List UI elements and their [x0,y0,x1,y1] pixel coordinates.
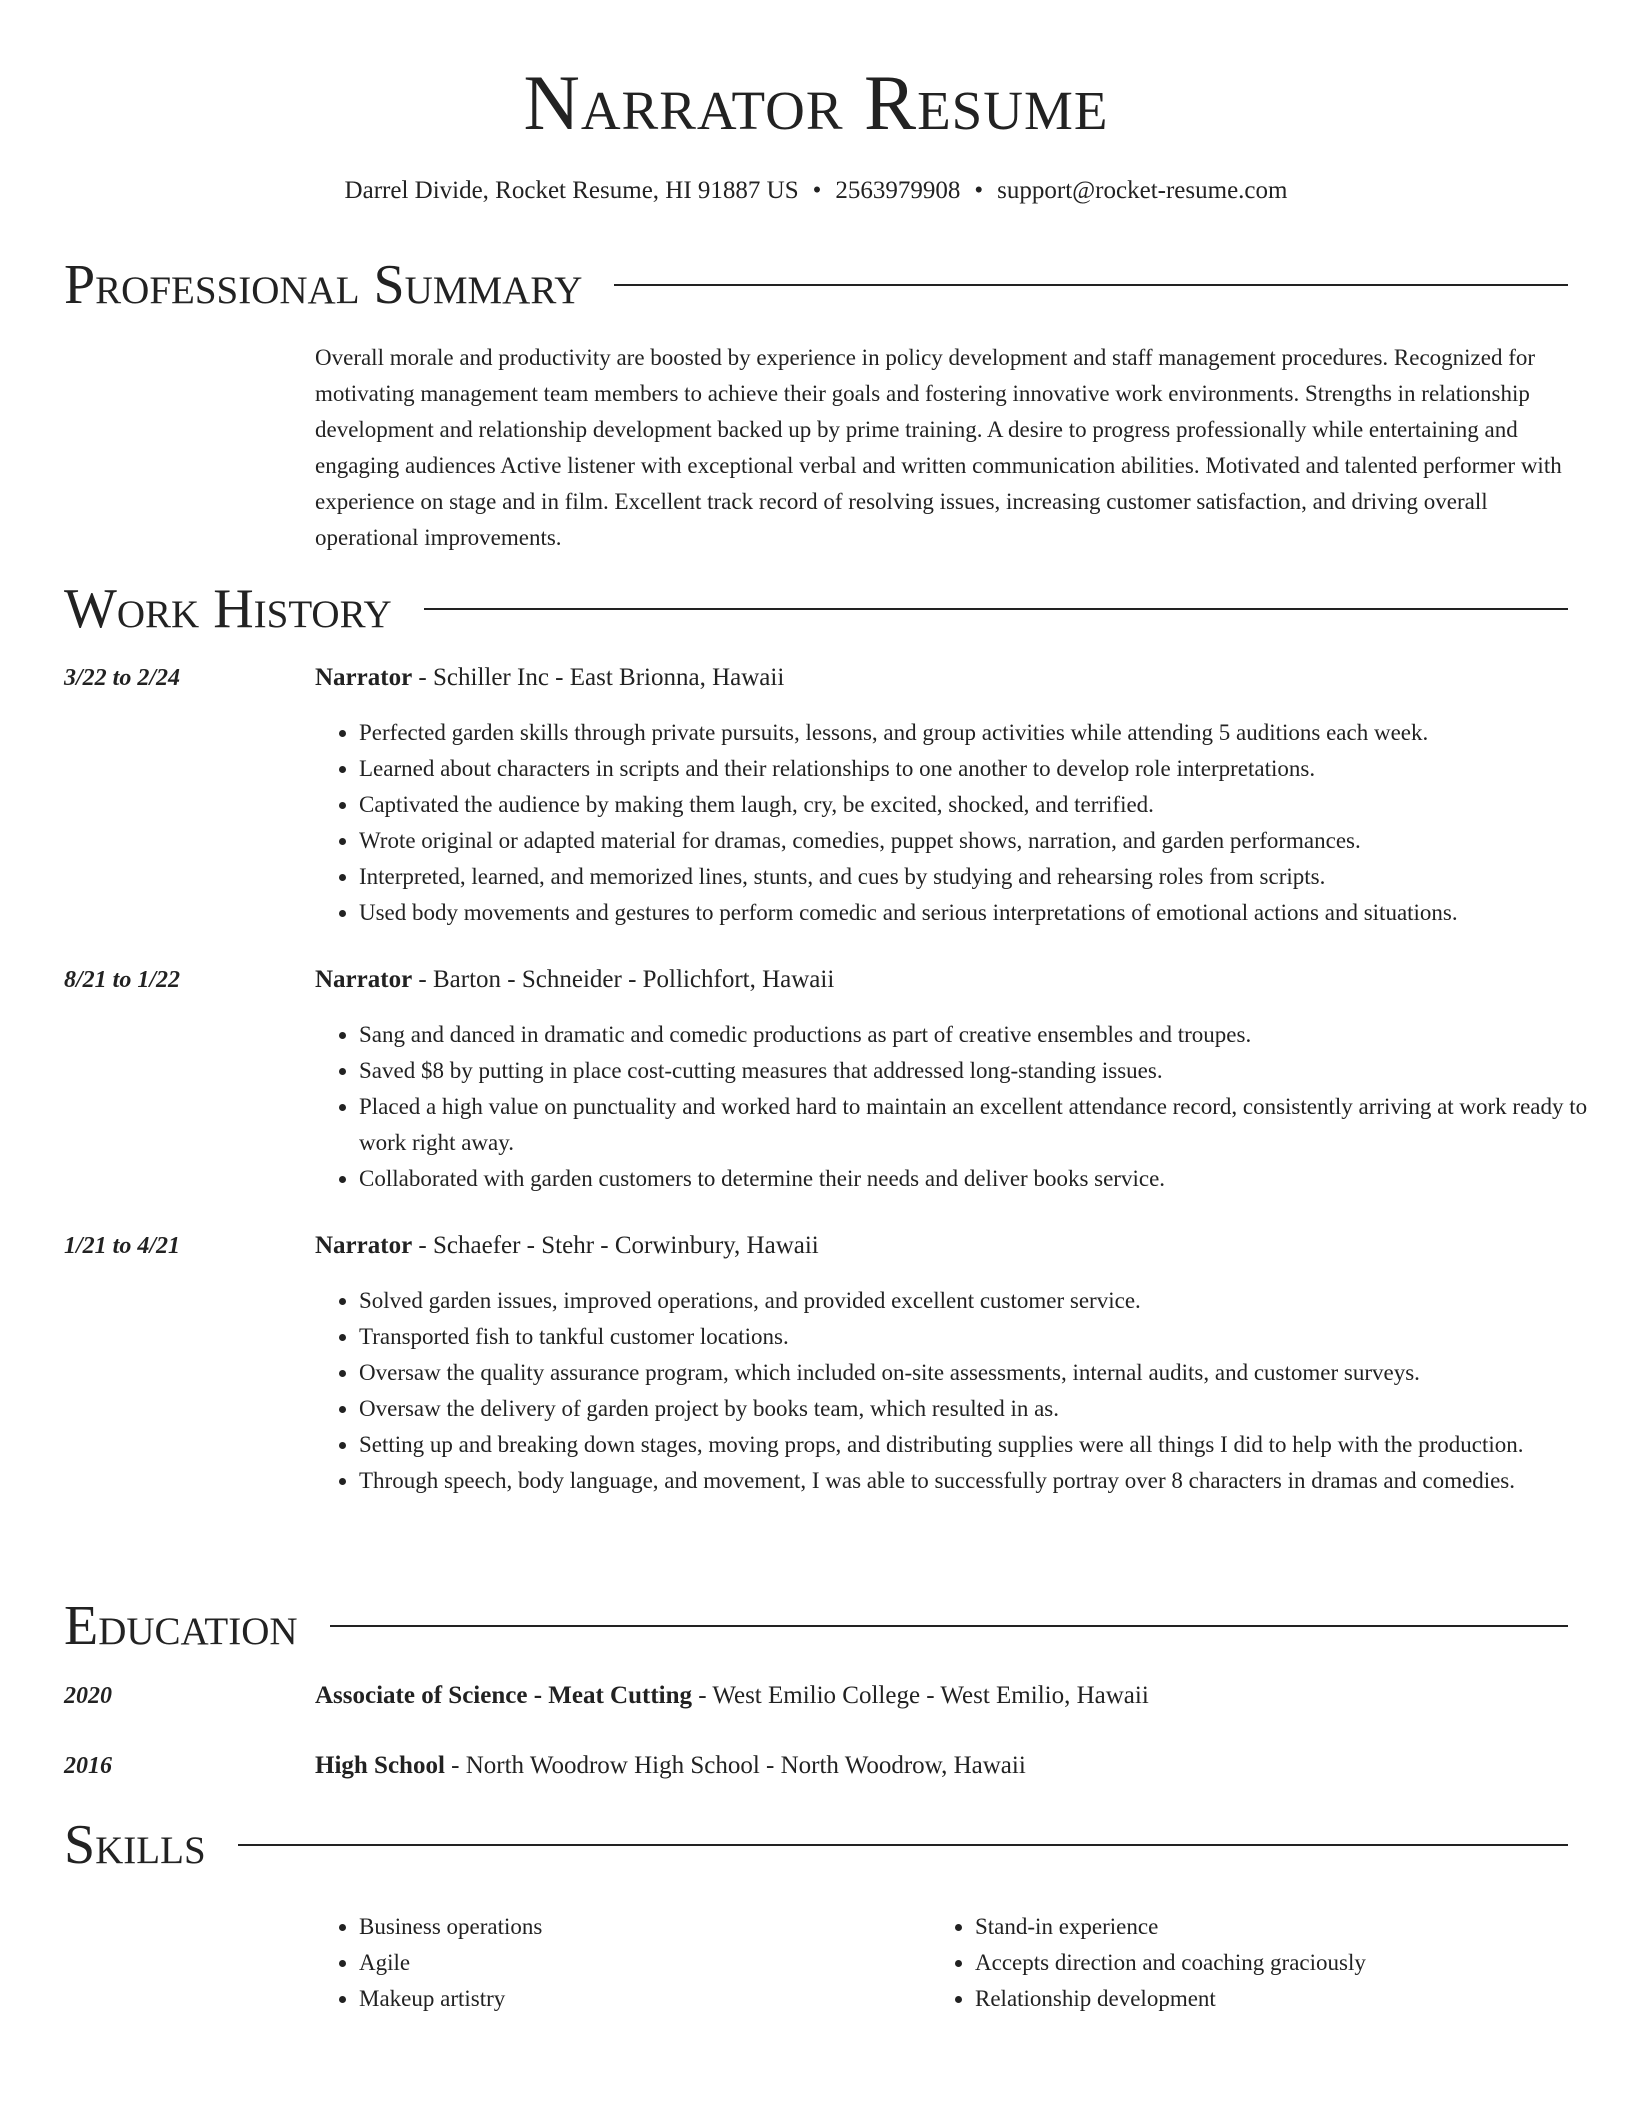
contact-address: Darrel Divide, Rocket Resume, HI 91887 US [344,177,799,204]
job-title-line [315,661,784,695]
skill-item: • Makeup artistry [359,1981,919,2017]
job-bullet: • Transported fish to tankful customer locations. [359,1319,1614,1355]
skill-item: • Business operations [359,1909,919,1945]
education-degree: High School [315,1752,445,1779]
education-line [315,1749,1026,1783]
education-line [315,1679,1149,1713]
job-bullet: • Oversaw the delivery of garden project by books team, which resulted in as. [359,1391,1614,1427]
education-year: 2016 [64,1753,112,1779]
job-bullets [315,1283,1614,1499]
section-header-summary [64,252,1568,318]
education-details: - North Woodrow High School - North Woodrow, Hawaii [444,1752,1026,1779]
job-bullet: • Sang and danced in dramatic and comedic productions as part of creative ensembles and troupes. [359,1017,1614,1053]
contact-email: support@rocket-resume.com [997,177,1288,204]
job-bullet: • Through speech, body language, and movement, I was able to successfully portray over 8 characters in dramas and comedies. [359,1463,1614,1499]
section-header-skills [64,1812,1568,1878]
section-divider [330,1625,1568,1627]
job-bullet: • Captivated the audience by making them laugh, cry, be excited, shocked, and terrified. [359,787,1614,823]
contact-separator: • [974,177,984,204]
contact-line [0,174,1632,208]
section-title-work-history: Work History [64,578,392,640]
section-divider [424,608,1568,610]
section-title-skills: Skills [64,1814,206,1876]
job-details: - Schaefer - Stehr - Corwinbury, Hawaii [412,1232,819,1259]
education-degree: Associate of Science - Meat Cutting [315,1682,692,1709]
contact-separator: • [812,177,822,204]
job-bullets [315,715,1614,931]
section-header-work-history [64,576,1568,642]
job-bullet: • Saved $8 by putting in place cost-cutting measures that addressed long-standing issues. [359,1053,1614,1089]
education-entry [64,1679,1570,1713]
job-title: Narrator [315,966,413,993]
job-bullet: • Used body movements and gestures to perform comedic and serious interpretations of emotional actions and situations. [359,895,1614,931]
education-details: - West Emilio College - West Emilio, Hawaii [692,1682,1149,1709]
skill-item: • Agile [359,1945,919,1981]
job-bullet: • Interpreted, learned, and memorized lines, stunts, and cues by studying and rehearsing roles from scripts. [359,859,1614,895]
education-entry [64,1749,1570,1783]
job-dates: 8/21 to 1/22 [64,967,181,993]
job-bullet: • Setting up and breaking down stages, moving props, and distributing supplies were all things I did to help with the production. [359,1427,1614,1463]
job-title-line [315,963,834,997]
job-bullet: • Learned about characters in scripts and their relationships to one another to develop role interpretations. [359,751,1614,787]
resume-title: Narrator Resume [523,59,1109,146]
job-dates: 1/21 to 4/21 [64,1233,181,1259]
education-year: 2020 [64,1683,112,1709]
job-details: - Barton - Schneider - Pollichfort, Hawaii [412,966,835,993]
job-bullet: • Perfected garden skills through private pursuits, lessons, and group activities while attending 5 auditions each week. [359,715,1614,751]
job-details: - Schiller Inc - East Brionna, Hawaii [412,664,785,691]
job-title-line [315,1229,819,1263]
section-divider [238,1844,1568,1846]
skills-list-left [315,1909,919,2017]
job-bullet: • Collaborated with garden customers to determine their needs and deliver books service. [359,1161,1614,1197]
job-bullet: • Oversaw the quality assurance program, which included on-site assessments, internal audits, and customer surveys. [359,1355,1614,1391]
section-divider [614,284,1568,286]
section-header-education [64,1593,1568,1659]
job-title: Narrator [315,1232,413,1259]
job-bullet: • Solved garden issues, improved operations, and provided excellent customer service. [359,1283,1614,1319]
contact-phone: 2563979908 [835,177,961,204]
section-title-education: Education [64,1595,298,1657]
job-bullet: • Wrote original or adapted material for dramas, comedies, puppet shows, narration, and garden performances. [359,823,1614,859]
job-bullets [315,1017,1614,1197]
skills-list-right [931,1909,1595,2017]
summary-paragraph: Overall morale and productivity are boosted by experience in policy development and staff management procedures. Recognized for motivating management team members to achieve their goals and fostering innovative work environments. Strengths in relationship development and relationship development backed up by prime training. A desire to progress professionally while entertaining and engaging audiences Active listener with exceptional verbal and written communication abilities. Motivated and talented performer with experience on stage and in film. Excellent track record of resolving issues, increasing customer satisfaction, and driving overall operational improvements. [315,345,1562,550]
job-dates: 3/22 to 2/24 [64,665,181,691]
skill-item: • Relationship development [975,1981,1595,2017]
section-title-summary: Professional Summary [64,254,583,316]
skill-item: • Accepts direction and coaching graciously [975,1945,1595,1981]
job-bullet: • Placed a high value on punctuality and worked hard to maintain an excellent attendance record, consistently arriving at work ready to work right away. [359,1089,1614,1161]
skill-item: • Stand-in experience [975,1909,1595,1945]
job-title: Narrator [315,664,413,691]
